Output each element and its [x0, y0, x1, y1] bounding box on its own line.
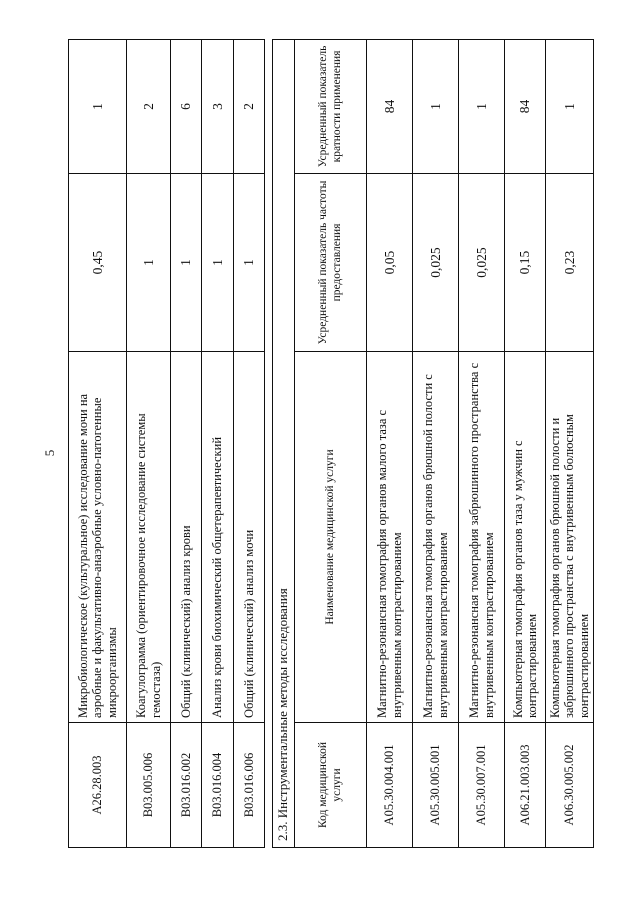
header-name: Наименование медицинской услуги: [295, 352, 367, 723]
service-code: B03.016.006: [234, 723, 265, 848]
table-row: [413, 39, 459, 847]
section-title-row: [273, 39, 295, 847]
service-name: Общий (клинический) анализ крови: [171, 352, 202, 723]
frequency-value: 1: [202, 174, 234, 352]
multiplicity-value: 84: [367, 39, 413, 173]
table-row: [234, 40, 265, 848]
table-row: [367, 39, 413, 847]
frequency-value: 1: [171, 174, 202, 352]
service-name: Компьютерная томография органов брюшной полости и забрюшинного пространства с внутривенным болюсным контрастированием: [546, 352, 594, 723]
multiplicity-value: 1: [459, 39, 505, 173]
service-name: Магнитно-резонансная томография органов брюшной полости с внутривенным контрастированием: [413, 352, 459, 723]
service-code: A05.30.007.001: [459, 723, 505, 848]
frequency-value: 1: [234, 174, 265, 352]
table-row: [459, 39, 505, 847]
frequency-value: 0,15: [505, 174, 546, 352]
service-name: Компьютерная томография органов таза у мужчин с контрастированием: [505, 352, 546, 723]
multiplicity-value: 6: [171, 40, 202, 174]
section-title: 2.3. Инструментальные методы исследования: [273, 39, 295, 847]
instrumental-methods-table: [272, 40, 592, 848]
table-row: [505, 39, 546, 847]
table-row: [546, 39, 594, 847]
frequency-value: 0,025: [413, 174, 459, 352]
service-name: Микробиологическое (культуральное) исследование мочи на аэробные и факультативно-анаэробные условно-патогенные микроорганизмы: [69, 352, 127, 723]
service-name: Магнитно-резонансная томография забрюшинного пространства с внутривенным контрастированием: [459, 352, 505, 723]
header-frequency: Усредненный показатель частоты предоставления: [295, 174, 367, 352]
multiplicity-value: 84: [505, 39, 546, 173]
lab-studies-table: [68, 40, 264, 848]
service-code: B03.016.004: [202, 723, 234, 848]
multiplicity-value: 2: [234, 40, 265, 174]
header-code: Код медицинской услуги: [295, 723, 367, 848]
multiplicity-value: 1: [69, 40, 127, 174]
header-multiplicity: Усредненный показатель кратности применения: [295, 39, 367, 173]
frequency-value: 0,23: [546, 174, 594, 352]
multiplicity-value: 3: [202, 40, 234, 174]
service-code: A06.21.003.003: [505, 723, 546, 848]
multiplicity-value: 2: [127, 40, 171, 174]
service-code: B03.005.006: [127, 723, 171, 848]
table-row: [69, 40, 127, 848]
page-number: 5: [42, 449, 57, 457]
frequency-value: 0,025: [459, 174, 505, 352]
service-code: A06.30.005.002: [546, 723, 594, 848]
service-name: Общий (клинический) анализ мочи: [234, 352, 265, 723]
service-code: A05.30.004.001: [367, 723, 413, 848]
service-name: Анализ крови биохимический общетерапевтический: [202, 352, 234, 723]
service-code: A26.28.003: [69, 723, 127, 848]
frequency-value: 1: [127, 174, 171, 352]
multiplicity-value: 1: [546, 39, 594, 173]
frequency-value: 0,45: [69, 174, 127, 352]
service-code: A05.30.005.001: [413, 723, 459, 848]
service-name: Коагулограмма (ориентировочное исследование системы гемостаза): [127, 352, 171, 723]
frequency-value: 0,05: [367, 174, 413, 352]
service-code: B03.016.002: [171, 723, 202, 848]
table-row: [171, 40, 202, 848]
service-name: Магнитно-резонансная томография органов малого таза с внутривенным контрастированием: [367, 352, 413, 723]
table-row: [202, 40, 234, 848]
header-row: [295, 39, 367, 847]
multiplicity-value: 1: [413, 39, 459, 173]
table-row: [127, 40, 171, 848]
